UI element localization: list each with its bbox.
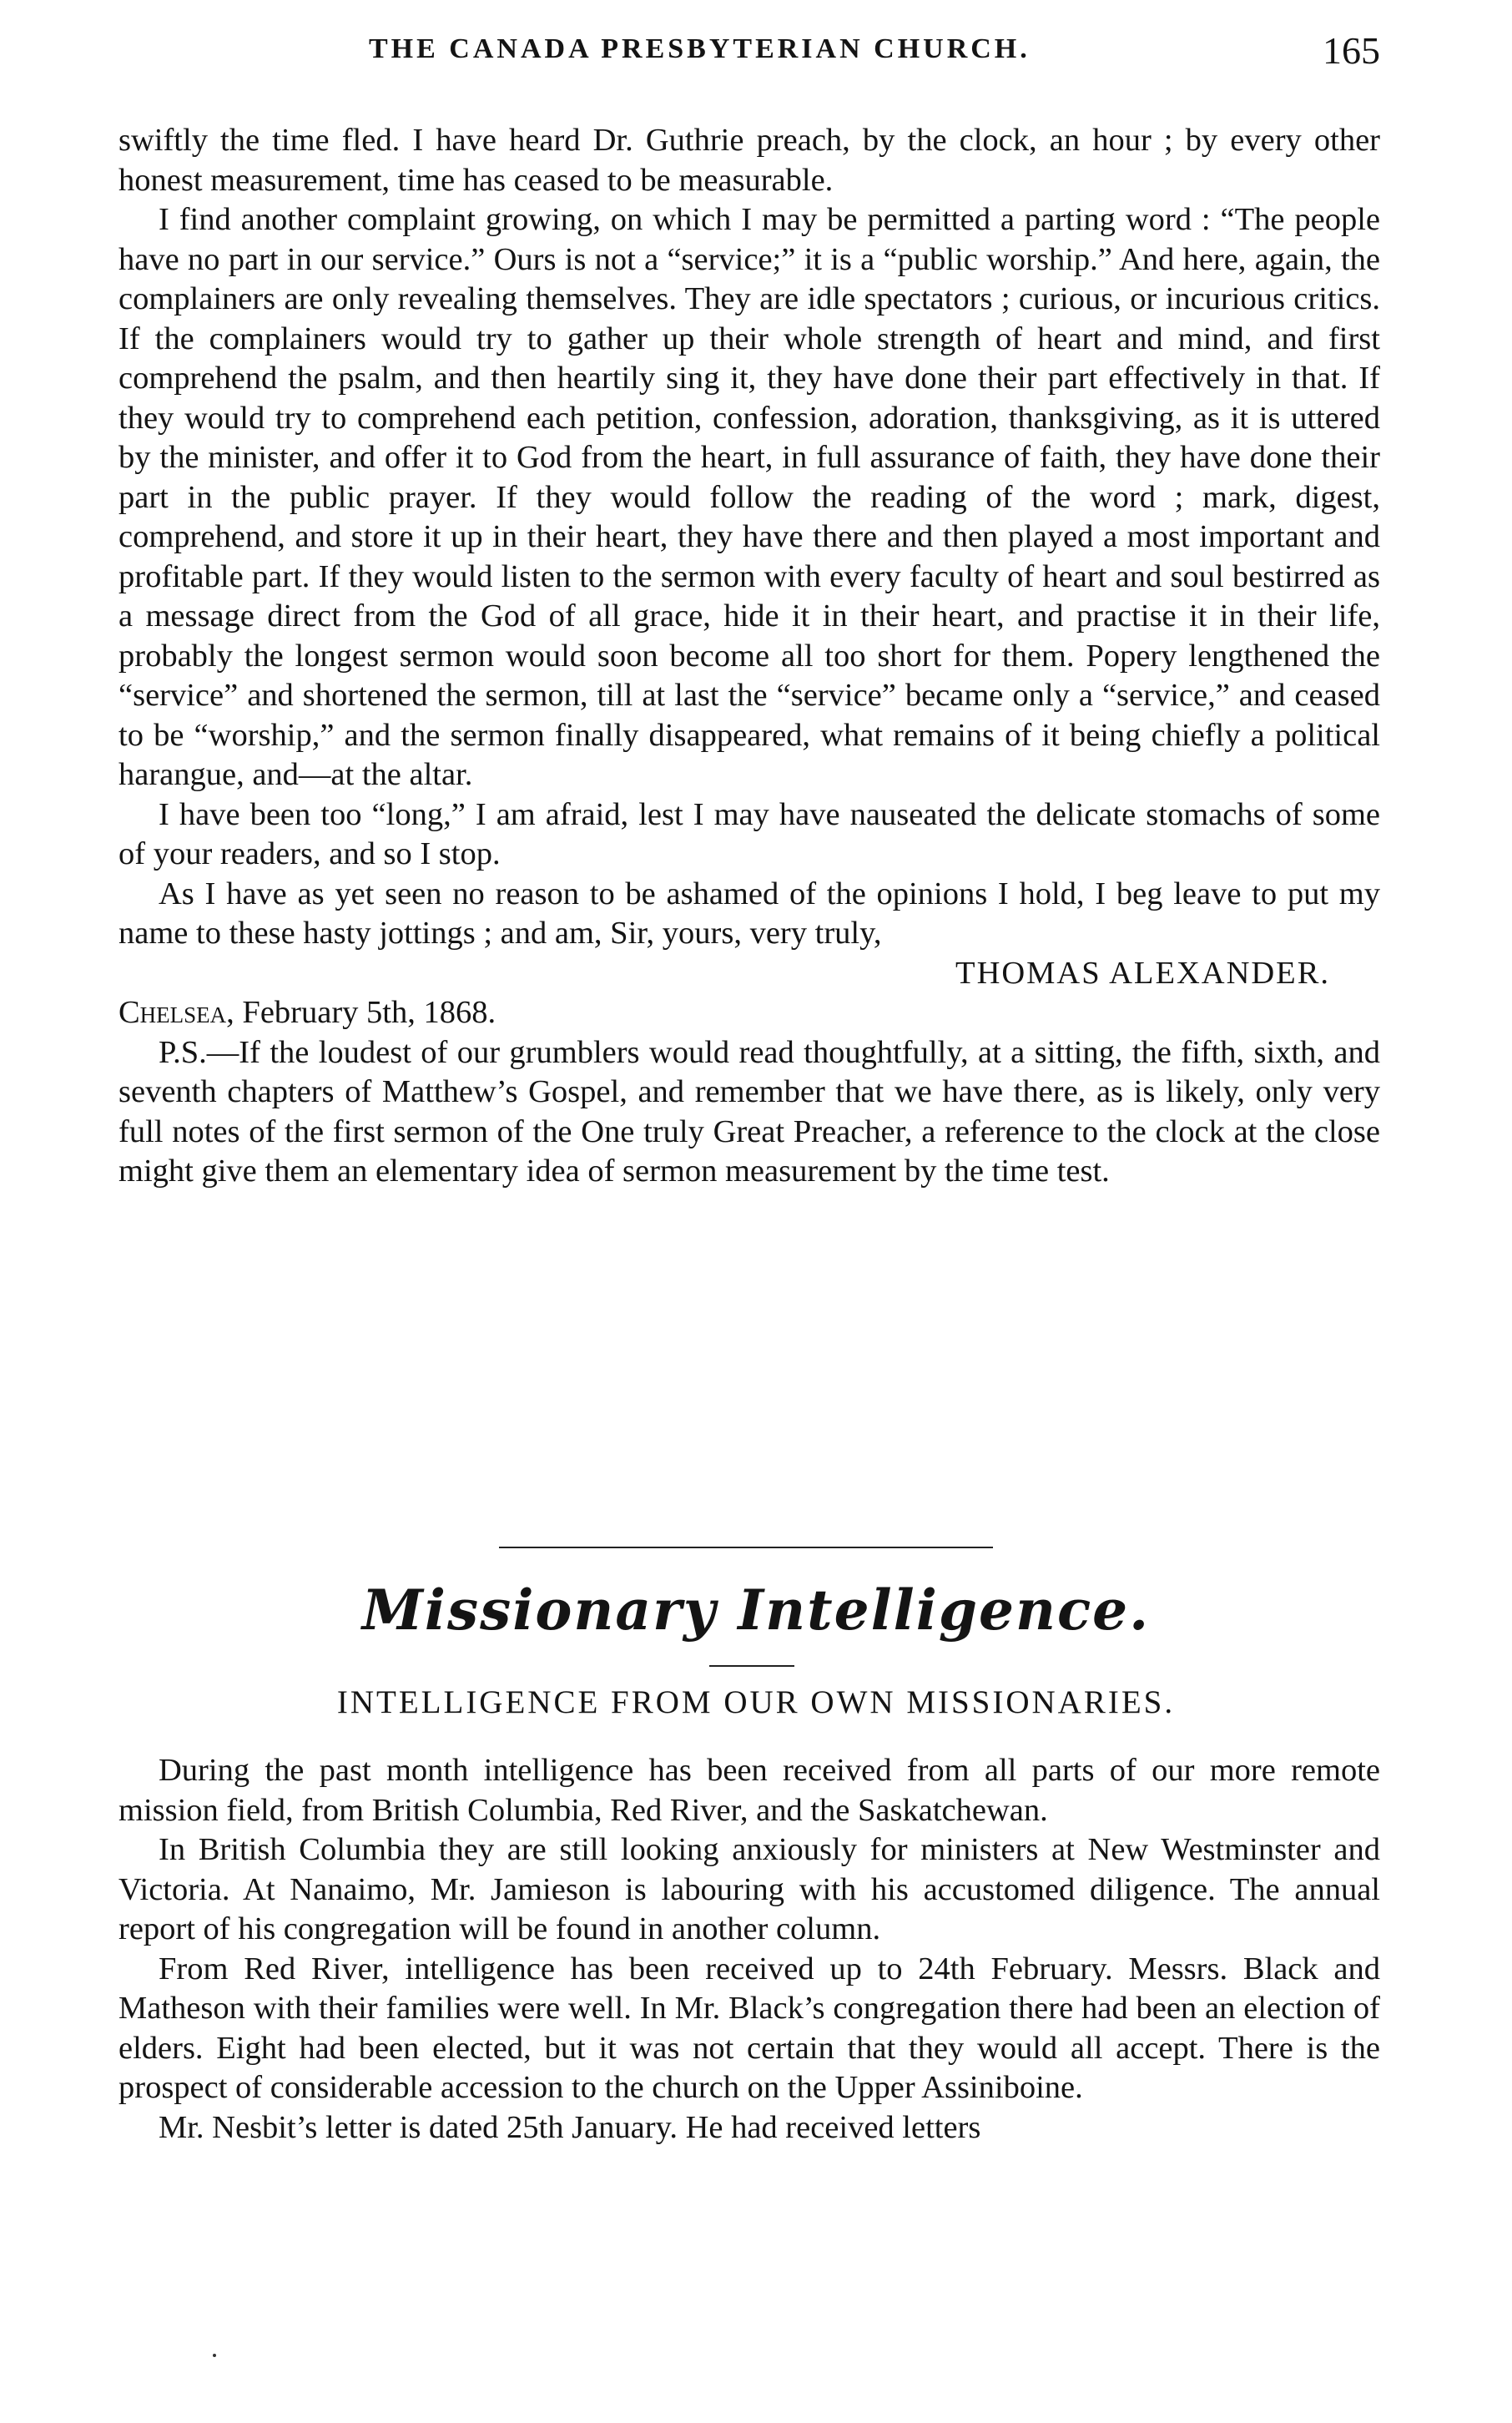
signature: THOMAS ALEXANDER. [955,955,1330,991]
letter-paragraph-4: As I have as yet seen no reason to be ashamed of the opinions I hold, I beg leave to put my name to these hasty jottings ; and am, Sir, yours, very truly, [118,876,1380,951]
postscript: P.S.—If the loudest of our grumblers would read thoughtfully, at a sitting, the fifth, sixth, and seventh chapters of Matthew’s Gospel, and remember that we have there, as is likely, only very full notes of the first sermon of the One truly Great Preacher, a reference to the clock at the close might give them an elementary idea of sermon measurement by the time test. [118,1034,1380,1189]
section-subtitle: INTELLIGENCE FROM OUR OWN MISSIONARIES. [336,1684,1176,1720]
dateline [118,993,1380,1033]
letter-paragraph-2: I find another complaint growing, on which I may be permitted a parting word : “The people have no part in our service.” Ours is not a “service;” it is a “public worship.” And here, again, the complainers are only revealing themselves. They are idle spectators ; curious, or incurious critics. If the complainers would try to gather up their whole strength of heart and mind, and first comprehend the psalm, and then heartily sing it, they have done their part effectively in that. If they would try to comprehend each petition, confession, adoration, thanksgiving, as it is uttered by the minister, and offer it to God from the heart, in full assurance of faith, they have done their part in the public prayer. If they would follow the reading of the word ; mark, digest, comprehend, and store it up in their heart, they have there and then played a most important and profitable part. If they would listen to the sermon with every faculty of heart and soul bestirred as a message direct from the God of all grace, hide it in their heart, and practise it in their life, probably the longest sermon would soon become all too short for them. Popery lengthened the “service” and shortened the sermon, till at last the “service” became only a “service,” and ceased to be “worship,” and the sermon finally disappeared, what remains of it being chiefly a political harangue, and—at the altar. [118,202,1380,792]
letter-paragraph-3: I have been too “long,” I am afraid, lest I may have nauseated the delicate stomachs of some of your readers, and so I stop. [118,796,1380,871]
title-underline [709,1665,794,1667]
page-number: 165 [1323,29,1380,72]
section-divider [499,1547,993,1548]
missionary-paragraph-2: In British Columbia they are still looking anxiously for ministers at New Westminster and Victoria. At Nanaimo, Mr. Jamieson is labouring with his accustomed diligence. The annual report of his congregation will be found in another column. [118,1832,1380,1946]
running-head [118,29,1380,83]
letter-paragraph-1: swiftly the time fled. I have heard Dr. Guthrie preach, by the clock, an hour ; by every other honest measurement, time has ceased to be measurable. [118,123,1380,198]
missionary-body [118,1751,1380,2148]
place-name: Chelsea, [118,995,234,1030]
ink-speck [213,2354,216,2357]
missionary-paragraph-3: From Red River, intelligence has been received up to 24th February. Messrs. Black and Matheson with their families were well. In Mr. Black’s congregation there had been an election of elders. Eight had been elected, but it was not certain that they would all accept. There is the prospect of considerable accession to the church on the Upper Assiniboine. [118,1951,1380,2105]
missionary-paragraph-4: Mr. Nesbit’s letter is dated 25th January. He had received letters [159,2109,981,2145]
missionary-paragraph-1: During the past month intelligence has been received from all parts of our more remote mission field, from British Columbia, Red River, and the Saskatchewan. [118,1753,1380,1828]
section-title: Missionary Intelligence. [361,1577,1151,1643]
letter-date: February 5th, 1868. [242,995,496,1030]
letter-body [118,121,1380,1192]
running-title: THE CANADA PRESBYTERIAN CHURCH. [369,33,1031,64]
